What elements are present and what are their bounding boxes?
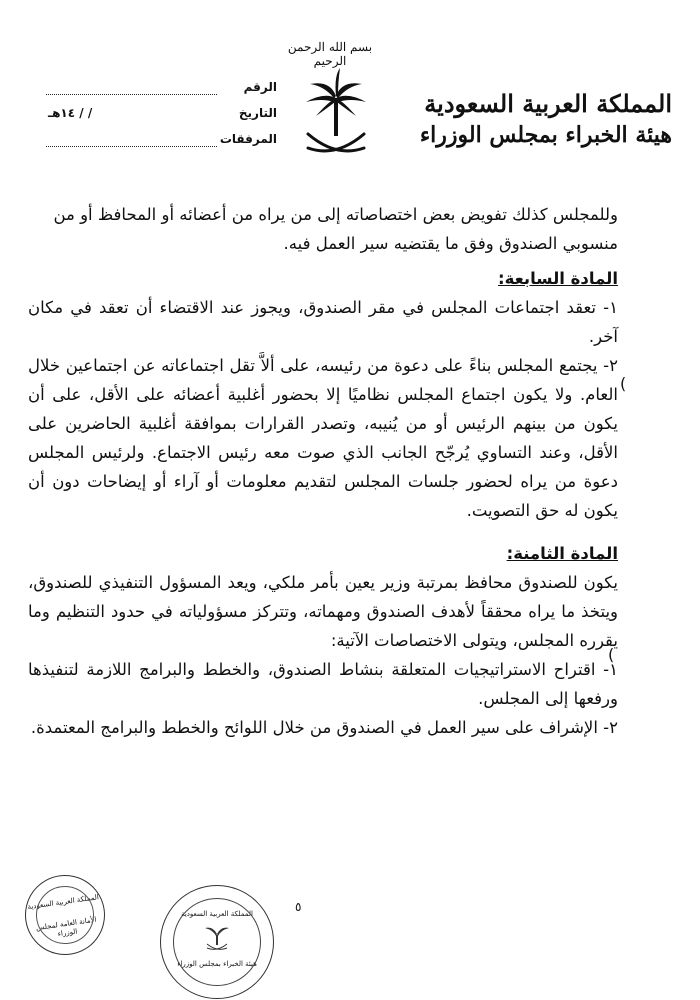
- official-stamp: [20, 870, 110, 960]
- date-row: [42, 100, 277, 126]
- article-8-intro: يكون للصندوق محافظ بمرتبة وزير يعين بأمر ملكي، ويعد المسؤول التنفيذي للصندوق، ويتخذ ما يراه محققاً لأهدف الصندوق ومهماته، وتتركز مسؤولياته في حدود التنظيم وما يقرره المجلس، ويتولى الاختصاصات الآتية:: [28, 573, 618, 650]
- stamp-text: المملكة العربية السعودية: [27, 893, 100, 912]
- date-label: التاريخ: [238, 106, 277, 120]
- basmala: بسم الله الرحمن الرحيم: [287, 40, 373, 68]
- stamp-text: المملكة العربية السعودية: [181, 910, 253, 918]
- article-8-title: المادة الثامنة:: [506, 544, 618, 563]
- article-7-title: المادة السابعة:: [497, 269, 618, 288]
- intro-line-2: منسوبي الصندوق وفق ما يقتضيه سير العمل فيه.: [283, 234, 618, 253]
- stamp-text: هيئة الخبراء بمجلس الوزراء: [177, 960, 257, 968]
- number-label: الرقم: [243, 80, 277, 94]
- organization-header: [392, 88, 672, 150]
- stamp-text: الأمانة العامة لمجلس الوزراء: [35, 915, 98, 939]
- reference-fields: [42, 74, 277, 152]
- article-7-item-1: ١- تعقد اجتماعات المجلس في مقر الصندوق، ويجوز عند الاقتضاء أن تعقد في مكان آخر.: [28, 298, 618, 346]
- article-7-item-2: ٢- يجتمع المجلس بناءً على دعوة من رئيسه، على ألاَّ تقل اجتماعاته عن اجتماعين خلال العام. ولا يكون اجتماع المجلس نظاميًا إلا بحضور أغلبية أعضائه على الأقل، على أن يكون من بينهم الرئيس أو من يُنيبه، وتصدر القرارات بموافقة أغلبية الحاضرين على الأقل، وعند التساوي يُرجّح الجانب الذي صوت معه رئيس الاجتماع. ولرئيس المجلس دعوة من يراه لحضور جلسات المجلس لتقديم معلومات أو آراء أو إيضاحات دون أن يكون له حق التصويت.: [28, 356, 618, 520]
- margin-mark: (: [620, 374, 627, 393]
- margin-mark: (: [608, 645, 615, 664]
- intro-line-1: وللمجلس كذلك تفويض بعض اختصاصاته إلى من يراه من أعضائه أو المحافظ أو من: [53, 205, 618, 224]
- article-8-item-2: ٢- الإشراف على سير العمل في الصندوق من خلال اللوائح والخطط والبرامج المعتمدة.: [30, 718, 618, 737]
- article-8-item-1: ١- اقتراح الاستراتيجيات المتعلقة بنشاط الصندوق، والخطط والبرامج اللازمة لتنفيذها ورفعها إلى المجلس.: [28, 660, 618, 708]
- page-number: ٥: [295, 900, 302, 914]
- document-body: [28, 200, 618, 742]
- official-stamp: [160, 885, 274, 999]
- org-country: المملكة العربية السعودية: [424, 89, 672, 118]
- attachments-blank: [46, 132, 217, 147]
- date-value: / / ١٤هـ: [48, 106, 93, 120]
- stamp-emblem-icon: [203, 924, 231, 954]
- org-name: هيئة الخبراء بمجلس الوزراء: [419, 122, 672, 148]
- attachments-row: [42, 126, 277, 152]
- number-blank: [46, 80, 217, 95]
- number-row: [42, 74, 277, 100]
- palm-and-swords-emblem-icon: [300, 62, 372, 170]
- attachments-label: المرفقات: [219, 132, 277, 146]
